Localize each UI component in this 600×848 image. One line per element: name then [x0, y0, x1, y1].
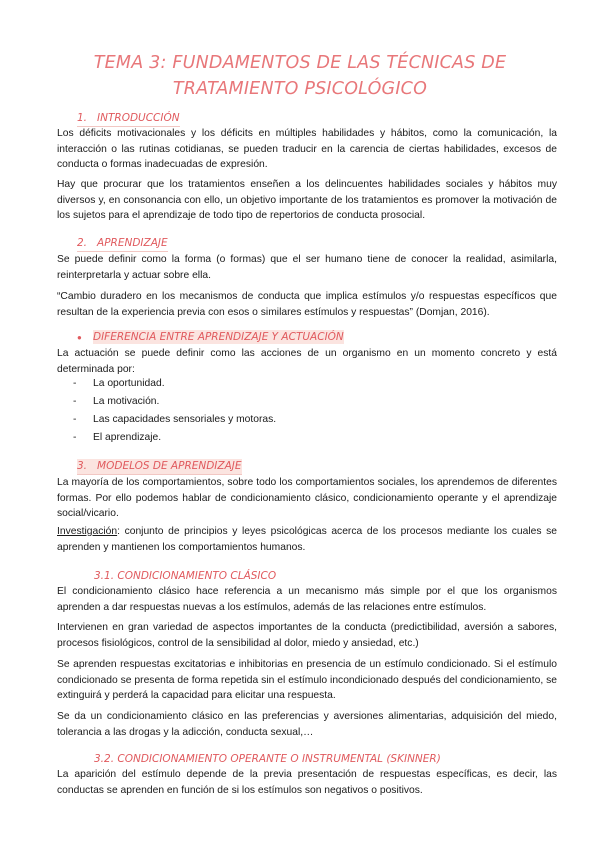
section-title: INTRODUCCIÓN: [97, 112, 180, 124]
section-3-heading: [77, 459, 242, 475]
subsection-3-2-heading: 3.2. CONDICIONAMIENTO OPERANTE O INSTRUMENTAL (SKINNER): [94, 753, 441, 765]
paragraph: Los déficits motivacionales y los déficits en múltiples habilidades y hábitos, como la comunicación, la interacción o las rutinas cotidianas, se pueden traducir en la carencia de ciertas habilidades, excesos de conducta o formas inadecuadas de expresión.: [57, 128, 557, 171]
paragraph: Se da un condicionamiento clásico en las preferencias y aversiones alimentarias, adquisición del miedo, tolerancia a las drogas y la adicción, conducta sexual,…: [57, 711, 557, 738]
paragraph: La aparición del estímulo depende de la previa presentación de respuestas específicas, es decir, las conductas se aprenden en función de si los estímulos son negativos o positivos.: [57, 769, 557, 796]
paragraph: Hay que procurar que los tratamientos enseñen a los delincuentes habilidades sociales y hábitos muy diversos y, en consonancia con ello, un objetivo importante de los tratamientos es promover la motivación de los sujetos para el aprendizaje de todo tipo de repertorios de conducta prosocial.: [57, 179, 557, 222]
paragraph: La mayoría de los comportamientos, sobre todo los comportamientos sociales, los aprendemos de diferentes formas. Por ello podemos hablar de condicionamiento clásico, condicionamiento operante y el aprendizaje social/vicario.: [57, 477, 557, 520]
paragraph: [57, 524, 557, 555]
paragraph: El condicionamiento clásico hace referencia a un mecanismo más simple por el que los organismos aprenden a dar respuestas nuevas a los estímulos, además de las relaciones entre estímulos.: [57, 586, 557, 613]
section-number: 1.: [77, 112, 88, 124]
page-title: TEMA 3: FUNDAMENTOS DE LAS TÉCNICAS DE TRATAMIENTO PSICOLÓGICO: [93, 53, 507, 99]
paragraph: “Cambio duradero en los mecanismos de conducta que implica estímulos y/o respuestas específicos que resultan de la experiencia previa con esos o similares estímulos y respuestas” (Domjan, 2016).: [57, 291, 557, 318]
section-number: 3.: [77, 460, 88, 472]
section-2-heading: [77, 236, 168, 252]
section-title: MODELOS DE APRENDIZAJE: [97, 460, 242, 472]
bullet-icon: ●: [77, 333, 82, 342]
section-1-heading: [77, 111, 180, 127]
investigacion-label: Investigación: [57, 526, 118, 537]
investigacion-text: : conjunto de principios y leyes psicológicas acerca de los procesos mediante los cuales se aprenden y mantienen los comportamientos humanos.: [57, 526, 557, 553]
paragraph: La actuación se puede definir como las acciones de un organismo en un momento concreto y está determinada por:: [57, 348, 557, 375]
subsection-heading: DIFERENCIA ENTRE APRENDIZAJE Y ACTUACIÓN: [93, 331, 344, 343]
subsection-3-1-heading: 3.1. CONDICIONAMIENTO CLÁSICO: [94, 570, 277, 582]
paragraph: Se aprenden respuestas excitatorias e inhibitorias en presencia de un estímulo condicionado. Si el estímulo condicionado se presenta de forma repetida sin el estímulo incondicionado después del condicionamiento, se extinguirá y perderá la capacidad para elicitar una respuesta.: [57, 659, 557, 702]
document-page: TEMA 3: FUNDAMENTOS DE LAS TÉCNICAS DE TRATAMIENTO PSICOLÓGICO 1. INTRODUCCIÓN Los déficits motivacionales y los déficits en múltiples habilidades y hábitos, como la comunicación, la interacción o las rutinas cotidianas, se pueden traducir en la carencia de ciertas habilidades, excesos de conducta o formas inadecuadas de expresión. Hay que procurar que los tratamientos enseñen a los delincuentes habilidades sociales y hábitos muy diversos y, en consonancia con ello, un objetivo importante de los tratamientos es promover la motivación de los sujetos para el aprendizaje de todo tipo de repertorios de conducta prosocial. 2. APRENDIZAJE Se puede definir como la forma (o formas) que el ser humano tiene de conocer la realidad, asimilarla, reinterpretarla y actuar sobre ella. “Cambio duradero en los mecanismos de conducta que implica estímulos y/o respuestas específicos que resultan de la experiencia previa con esos o similares estímulos y respuestas” (Domjan, 2016). ● DIFERENCIA ENTRE APRENDIZAJE Y ACTUACIÓN La actuación se puede definir como las acciones de un organismo en un momento concreto y está determinada por: - La oportunidad. - La motivación. - Las capacidades sensoriales y motoras. - El aprendizaje. 3. MODELOS DE APRENDIZAJE La mayoría de los comportamientos, sobre todo los comportamientos sociales, los aprendemos de diferentes formas. Por ello podemos hablar de condicionamiento clásico, condicionamiento operante y el aprendizaje social/vicario. Investigación: conjunto de principios y leyes psicológicas acerca de los procesos mediante los cuales se aprenden y mantienen los comportamientos humanos. 3.1. CONDICIONAMIENTO CLÁSICO El condicionamiento clásico hace referencia a un mecanismo más simple por el que los organismos aprenden a dar respuestas nuevas a los estímulos, además de las relaciones entre estímulos. Intervienen en gran variedad de aspectos importantes de la conducta (predictibilidad, aversión a sabores, procesos fisiológicos, control de la sensibilidad al dolor, miedo y ansiedad, etc.) Se aprenden respuestas excitatorias e inhibitorias en presencia de un estímulo condicionado. Si el estímulo condicionado se presenta de forma repetida sin el estímulo incondicionado después del condicionamiento, se extinguirá y perderá la capacidad para elicitar una respuesta. Se da un condicionamiento clásico en las preferencias y aversiones alimentarias, adquisición del miedo, tolerancia a las drogas y la adicción, conducta sexual,… 3.2. CONDICIONAMIENTO OPERANTE O INSTRUMENTAL (SKINNER) La aparición del estímulo depende de la previa presentación de respuestas específicas, es decir, las conductas se aprenden en función de si los estímulos son negativos o positivos.: [0, 0, 600, 848]
paragraph: Se puede definir como la forma (o formas) que el ser humano tiene de conocer la realidad, asimilarla, reinterpretarla y actuar sobre ella.: [57, 254, 557, 281]
section-title: APRENDIZAJE: [97, 237, 168, 249]
section-number: 2.: [77, 237, 88, 249]
paragraph: Intervienen en gran variedad de aspectos importantes de la conducta (predictibilidad, aversión a sabores, procesos fisiológicos, control de la sensibilidad al dolor, miedo y ansiedad, etc.): [57, 622, 557, 649]
